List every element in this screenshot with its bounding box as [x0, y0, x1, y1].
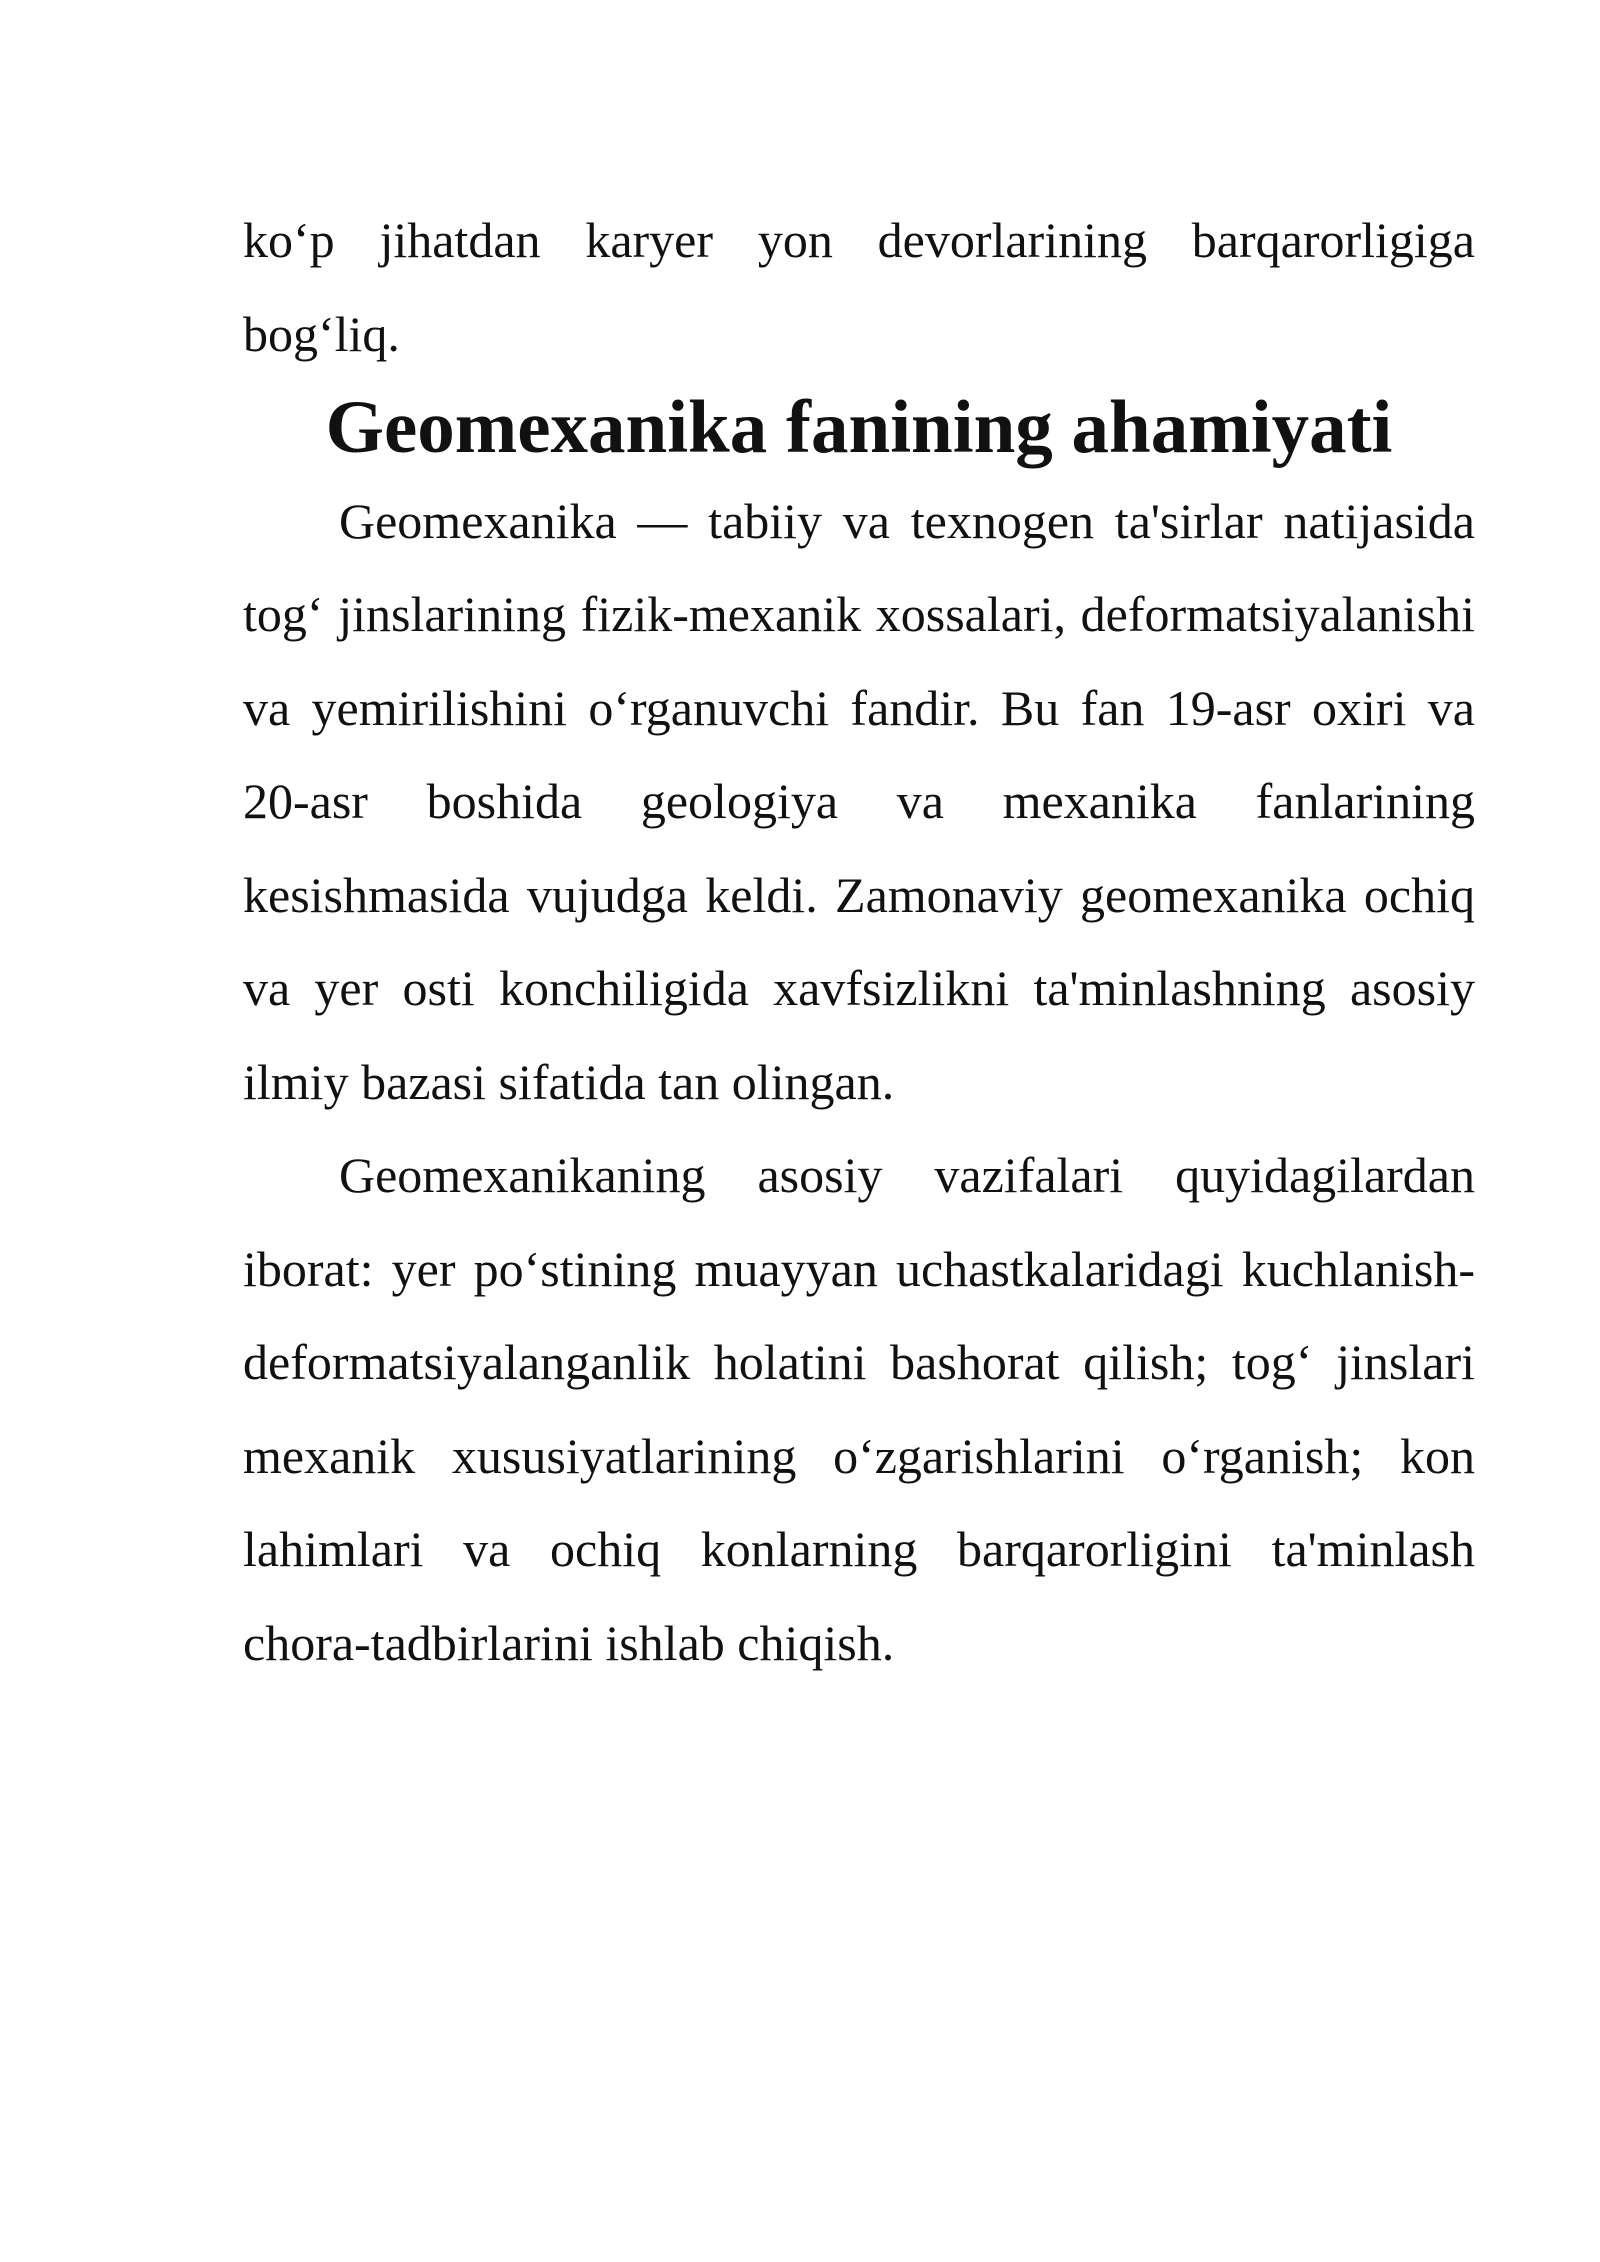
- section-heading: Geomexanika fanining ahamiyati: [325, 386, 1393, 469]
- body-paragraph-definition: Geomexanika — tabiiy va texnogen ta'sirlar natijasida tog‘ jinslarining fizik-mexanik xossalari, deformatsiyalanishi va yemirilishini o‘rganuvchi fandir. Bu fan 19-asr oxiri va 20-asr boshida geologiya va mexanika fanlarining kesishmasida vujudga keldi. Zamonaviy geomexanika ochiq va yer osti konchiligida xavfsizlikni ta'minlashning asosiy ilmiy bazasi sifatida tan olingan.: [243, 492, 1475, 1110]
- continuation-paragraph: ko‘p jihatdan karyer yon devorlarining barqarorligiga bog‘liq.: [243, 212, 1475, 362]
- document-page: [243, 194, 1475, 1690]
- body-paragraph-tasks: Geomexanikaning asosiy vazifalari quyidagilardan iborat: yer po‘stining muayyan uchastkalaridagi kuchlanish-deformatsiyalanganlik holatini bashorat qilish; tog‘ jinslari mexanik xususiyatlarining o‘zgarishlarini o‘rganish; kon lahimlari va ochiq konlarning barqarorligini ta'minlash chora-tadbirlarini ishlab chiqish.: [243, 1147, 1475, 1671]
